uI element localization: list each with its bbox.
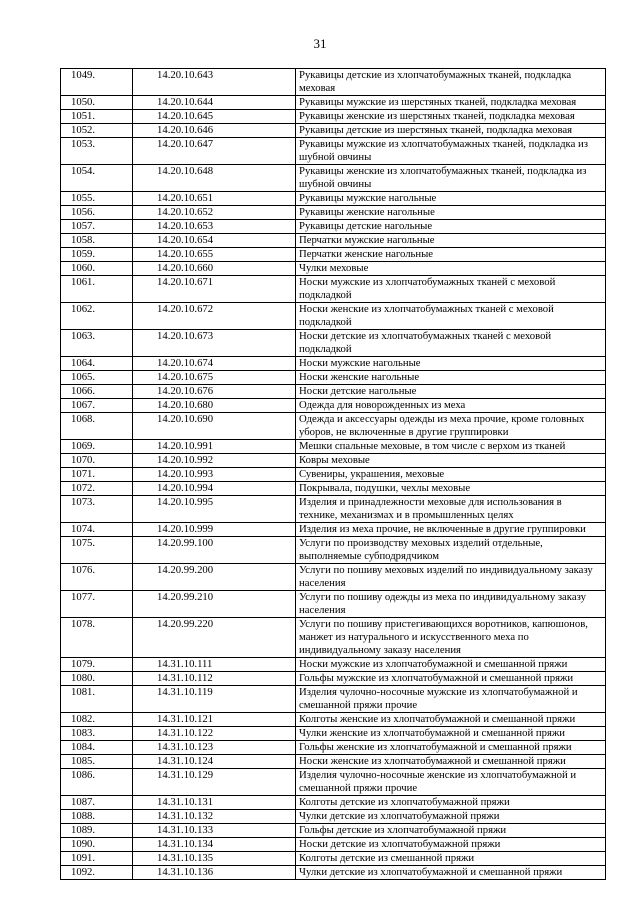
row-number: 1084. — [61, 741, 133, 755]
row-number: 1089. — [61, 824, 133, 838]
row-number: 1081. — [61, 686, 133, 713]
row-name: Носки детские нагольные — [296, 385, 606, 399]
row-name: Рукавицы детские из шерстяных тканей, подкладка меховая — [296, 124, 606, 138]
row-code: 14.20.10.644 — [133, 96, 296, 110]
row-code: 14.20.10.991 — [133, 440, 296, 454]
row-number: 1054. — [61, 165, 133, 192]
row-code: 14.31.10.122 — [133, 727, 296, 741]
row-name: Рукавицы женские из хлопчатобумажных тканей, подкладка из шубной овчины — [296, 165, 606, 192]
row-number: 1083. — [61, 727, 133, 741]
row-number: 1051. — [61, 110, 133, 124]
row-number: 1067. — [61, 399, 133, 413]
row-number: 1073. — [61, 496, 133, 523]
table-row — [61, 276, 606, 303]
table-row — [61, 852, 606, 866]
row-code: 14.31.10.135 — [133, 852, 296, 866]
row-name: Колготы детские из смешанной пряжи — [296, 852, 606, 866]
row-number: 1074. — [61, 523, 133, 537]
table-row — [61, 866, 606, 880]
row-code: 14.20.10.992 — [133, 454, 296, 468]
table-row — [61, 192, 606, 206]
row-name: Рукавицы детские нагольные — [296, 220, 606, 234]
row-name: Изделия из меха прочие, не включенные в другие группировки — [296, 523, 606, 537]
row-code: 14.31.10.134 — [133, 838, 296, 852]
table-row — [61, 838, 606, 852]
row-code: 14.20.99.210 — [133, 591, 296, 618]
row-number: 1066. — [61, 385, 133, 399]
table-row — [61, 138, 606, 165]
table-row — [61, 371, 606, 385]
row-number: 1085. — [61, 755, 133, 769]
row-number: 1091. — [61, 852, 133, 866]
row-code: 14.20.10.643 — [133, 69, 296, 96]
row-number: 1057. — [61, 220, 133, 234]
row-name: Колготы детские из хлопчатобумажной пряжи — [296, 796, 606, 810]
row-code: 14.20.10.675 — [133, 371, 296, 385]
row-code: 14.20.10.994 — [133, 482, 296, 496]
row-number: 1075. — [61, 537, 133, 564]
page-number: 31 — [313, 36, 327, 51]
table-row — [61, 591, 606, 618]
row-code: 14.20.10.995 — [133, 496, 296, 523]
table-row — [61, 686, 606, 713]
row-code: 14.20.10.999 — [133, 523, 296, 537]
row-name: Гольфы детские из хлопчатобумажной пряжи — [296, 824, 606, 838]
row-name: Носки женские из хлопчатобумажной и смешанной пряжи — [296, 755, 606, 769]
table-row — [61, 741, 606, 755]
row-number: 1072. — [61, 482, 133, 496]
row-name: Рукавицы мужские из шерстяных тканей, подкладка меховая — [296, 96, 606, 110]
table-row — [61, 440, 606, 454]
row-number: 1078. — [61, 618, 133, 658]
row-name: Изделия и принадлежности меховые для использования в технике, механизмах и в промышленных целях — [296, 496, 606, 523]
table-row — [61, 248, 606, 262]
table-row — [61, 96, 606, 110]
row-name: Перчатки женские нагольные — [296, 248, 606, 262]
row-name: Носки женские из хлопчатобумажных тканей с меховой подкладкой — [296, 303, 606, 330]
table-row — [61, 454, 606, 468]
row-code: 14.31.10.123 — [133, 741, 296, 755]
table-row — [61, 165, 606, 192]
row-code: 14.31.10.111 — [133, 658, 296, 672]
table-row — [61, 496, 606, 523]
table-row — [61, 330, 606, 357]
row-number: 1055. — [61, 192, 133, 206]
row-code: 14.20.10.651 — [133, 192, 296, 206]
row-name: Сувениры, украшения, меховые — [296, 468, 606, 482]
row-code: 14.31.10.121 — [133, 713, 296, 727]
table-row — [61, 413, 606, 440]
table-row — [61, 618, 606, 658]
row-code: 14.20.99.220 — [133, 618, 296, 658]
row-name: Рукавицы мужские из хлопчатобумажных тканей, подкладка из шубной овчины — [296, 138, 606, 165]
row-name: Чулки детские из хлопчатобумажной и смешанной пряжи — [296, 866, 606, 880]
table-row — [61, 303, 606, 330]
table-row — [61, 110, 606, 124]
row-number: 1077. — [61, 591, 133, 618]
table-row — [61, 482, 606, 496]
table-row — [61, 385, 606, 399]
table-row — [61, 537, 606, 564]
row-number: 1069. — [61, 440, 133, 454]
table-row — [61, 796, 606, 810]
row-code: 14.20.99.200 — [133, 564, 296, 591]
row-number: 1076. — [61, 564, 133, 591]
row-name: Рукавицы детские из хлопчатобумажных тканей, подкладка меховая — [296, 69, 606, 96]
row-name: Услуги по пошиву одежды из меха по индивидуальному заказу населения — [296, 591, 606, 618]
row-name: Чулки женские из хлопчатобумажной и смешанной пряжи — [296, 727, 606, 741]
row-number: 1092. — [61, 866, 133, 880]
row-name: Носки детские из хлопчатобумажных тканей с меховой подкладкой — [296, 330, 606, 357]
row-code: 14.31.10.119 — [133, 686, 296, 713]
row-code: 14.20.10.672 — [133, 303, 296, 330]
row-code: 14.31.10.136 — [133, 866, 296, 880]
row-code: 14.20.10.648 — [133, 165, 296, 192]
row-code: 14.31.10.133 — [133, 824, 296, 838]
row-number: 1049. — [61, 69, 133, 96]
row-number: 1068. — [61, 413, 133, 440]
table-row — [61, 357, 606, 371]
row-name: Носки женские нагольные — [296, 371, 606, 385]
table-row — [61, 206, 606, 220]
table-row — [61, 564, 606, 591]
row-number: 1050. — [61, 96, 133, 110]
row-code: 14.20.10.660 — [133, 262, 296, 276]
row-code: 14.20.10.680 — [133, 399, 296, 413]
row-code: 14.31.10.131 — [133, 796, 296, 810]
row-name: Носки мужские из хлопчатобумажной и смешанной пряжи — [296, 658, 606, 672]
row-code: 14.20.10.673 — [133, 330, 296, 357]
row-name: Носки детские из хлопчатобумажной пряжи — [296, 838, 606, 852]
row-name: Одежда и аксессуары одежды из меха прочие, кроме головных уборов, не включенные в другие группировки — [296, 413, 606, 440]
table-row — [61, 810, 606, 824]
table-row — [61, 713, 606, 727]
row-name: Перчатки мужские нагольные — [296, 234, 606, 248]
row-number: 1056. — [61, 206, 133, 220]
row-code: 14.20.10.646 — [133, 124, 296, 138]
row-code: 14.20.10.655 — [133, 248, 296, 262]
row-number: 1079. — [61, 658, 133, 672]
row-number: 1059. — [61, 248, 133, 262]
row-code: 14.20.10.647 — [133, 138, 296, 165]
row-number: 1088. — [61, 810, 133, 824]
row-name: Услуги по пошиву пристегивающихся воротников, капюшонов, манжет из натурального и искусственного меха по индивидуальному заказу населения — [296, 618, 606, 658]
row-number: 1053. — [61, 138, 133, 165]
row-name: Услуги по пошиву меховых изделий по индивидуальному заказу населения — [296, 564, 606, 591]
row-code: 14.20.10.645 — [133, 110, 296, 124]
row-number: 1065. — [61, 371, 133, 385]
row-number: 1058. — [61, 234, 133, 248]
row-name: Одежда для новорожденных из меха — [296, 399, 606, 413]
row-name: Гольфы мужские из хлопчатобумажной и смешанной пряжи — [296, 672, 606, 686]
row-name: Покрывала, подушки, чехлы меховые — [296, 482, 606, 496]
row-code: 14.20.10.674 — [133, 357, 296, 371]
row-name: Услуги по производству меховых изделий отдельные, выполняемые субподрядчиком — [296, 537, 606, 564]
row-number: 1063. — [61, 330, 133, 357]
row-code: 14.31.10.132 — [133, 810, 296, 824]
table-row — [61, 124, 606, 138]
row-number: 1086. — [61, 769, 133, 796]
row-name: Чулки меховые — [296, 262, 606, 276]
row-number: 1062. — [61, 303, 133, 330]
classifier-table-body — [61, 69, 606, 880]
row-number: 1061. — [61, 276, 133, 303]
row-code: 14.20.10.671 — [133, 276, 296, 303]
table-row — [61, 824, 606, 838]
table-row — [61, 468, 606, 482]
classifier-table-container — [60, 68, 605, 880]
row-name: Изделия чулочно-носочные мужские из хлопчатобумажной и смешанной пряжи прочие — [296, 686, 606, 713]
row-number: 1070. — [61, 454, 133, 468]
classifier-table — [60, 68, 606, 880]
table-row — [61, 69, 606, 96]
row-number: 1087. — [61, 796, 133, 810]
table-row — [61, 672, 606, 686]
row-name: Носки мужские нагольные — [296, 357, 606, 371]
table-row — [61, 769, 606, 796]
row-number: 1052. — [61, 124, 133, 138]
table-row — [61, 658, 606, 672]
table-row — [61, 523, 606, 537]
row-code: 14.31.10.112 — [133, 672, 296, 686]
row-code: 14.31.10.129 — [133, 769, 296, 796]
row-code: 14.31.10.124 — [133, 755, 296, 769]
row-name: Гольфы женские из хлопчатобумажной и смешанной пряжи — [296, 741, 606, 755]
row-name: Ковры меховые — [296, 454, 606, 468]
row-name: Мешки спальные меховые, в том числе с верхом из тканей — [296, 440, 606, 454]
row-number: 1064. — [61, 357, 133, 371]
table-row — [61, 755, 606, 769]
row-code: 14.20.10.993 — [133, 468, 296, 482]
table-row — [61, 262, 606, 276]
table-row — [61, 727, 606, 741]
row-number: 1082. — [61, 713, 133, 727]
row-code: 14.20.10.676 — [133, 385, 296, 399]
row-code: 14.20.10.652 — [133, 206, 296, 220]
table-row — [61, 399, 606, 413]
row-number: 1060. — [61, 262, 133, 276]
row-name: Рукавицы женские нагольные — [296, 206, 606, 220]
row-name: Рукавицы женские из шерстяных тканей, подкладка меховая — [296, 110, 606, 124]
row-name: Носки мужские из хлопчатобумажных тканей с меховой подкладкой — [296, 276, 606, 303]
row-code: 14.20.99.100 — [133, 537, 296, 564]
table-row — [61, 220, 606, 234]
row-name: Рукавицы мужские нагольные — [296, 192, 606, 206]
row-number: 1071. — [61, 468, 133, 482]
row-number: 1090. — [61, 838, 133, 852]
row-code: 14.20.10.654 — [133, 234, 296, 248]
row-number: 1080. — [61, 672, 133, 686]
table-row — [61, 234, 606, 248]
row-name: Колготы женские из хлопчатобумажной и смешанной пряжи — [296, 713, 606, 727]
row-code: 14.20.10.653 — [133, 220, 296, 234]
row-code: 14.20.10.690 — [133, 413, 296, 440]
row-name: Изделия чулочно-носочные женские из хлопчатобумажной и смешанной пряжи прочие — [296, 769, 606, 796]
row-name: Чулки детские из хлопчатобумажной пряжи — [296, 810, 606, 824]
